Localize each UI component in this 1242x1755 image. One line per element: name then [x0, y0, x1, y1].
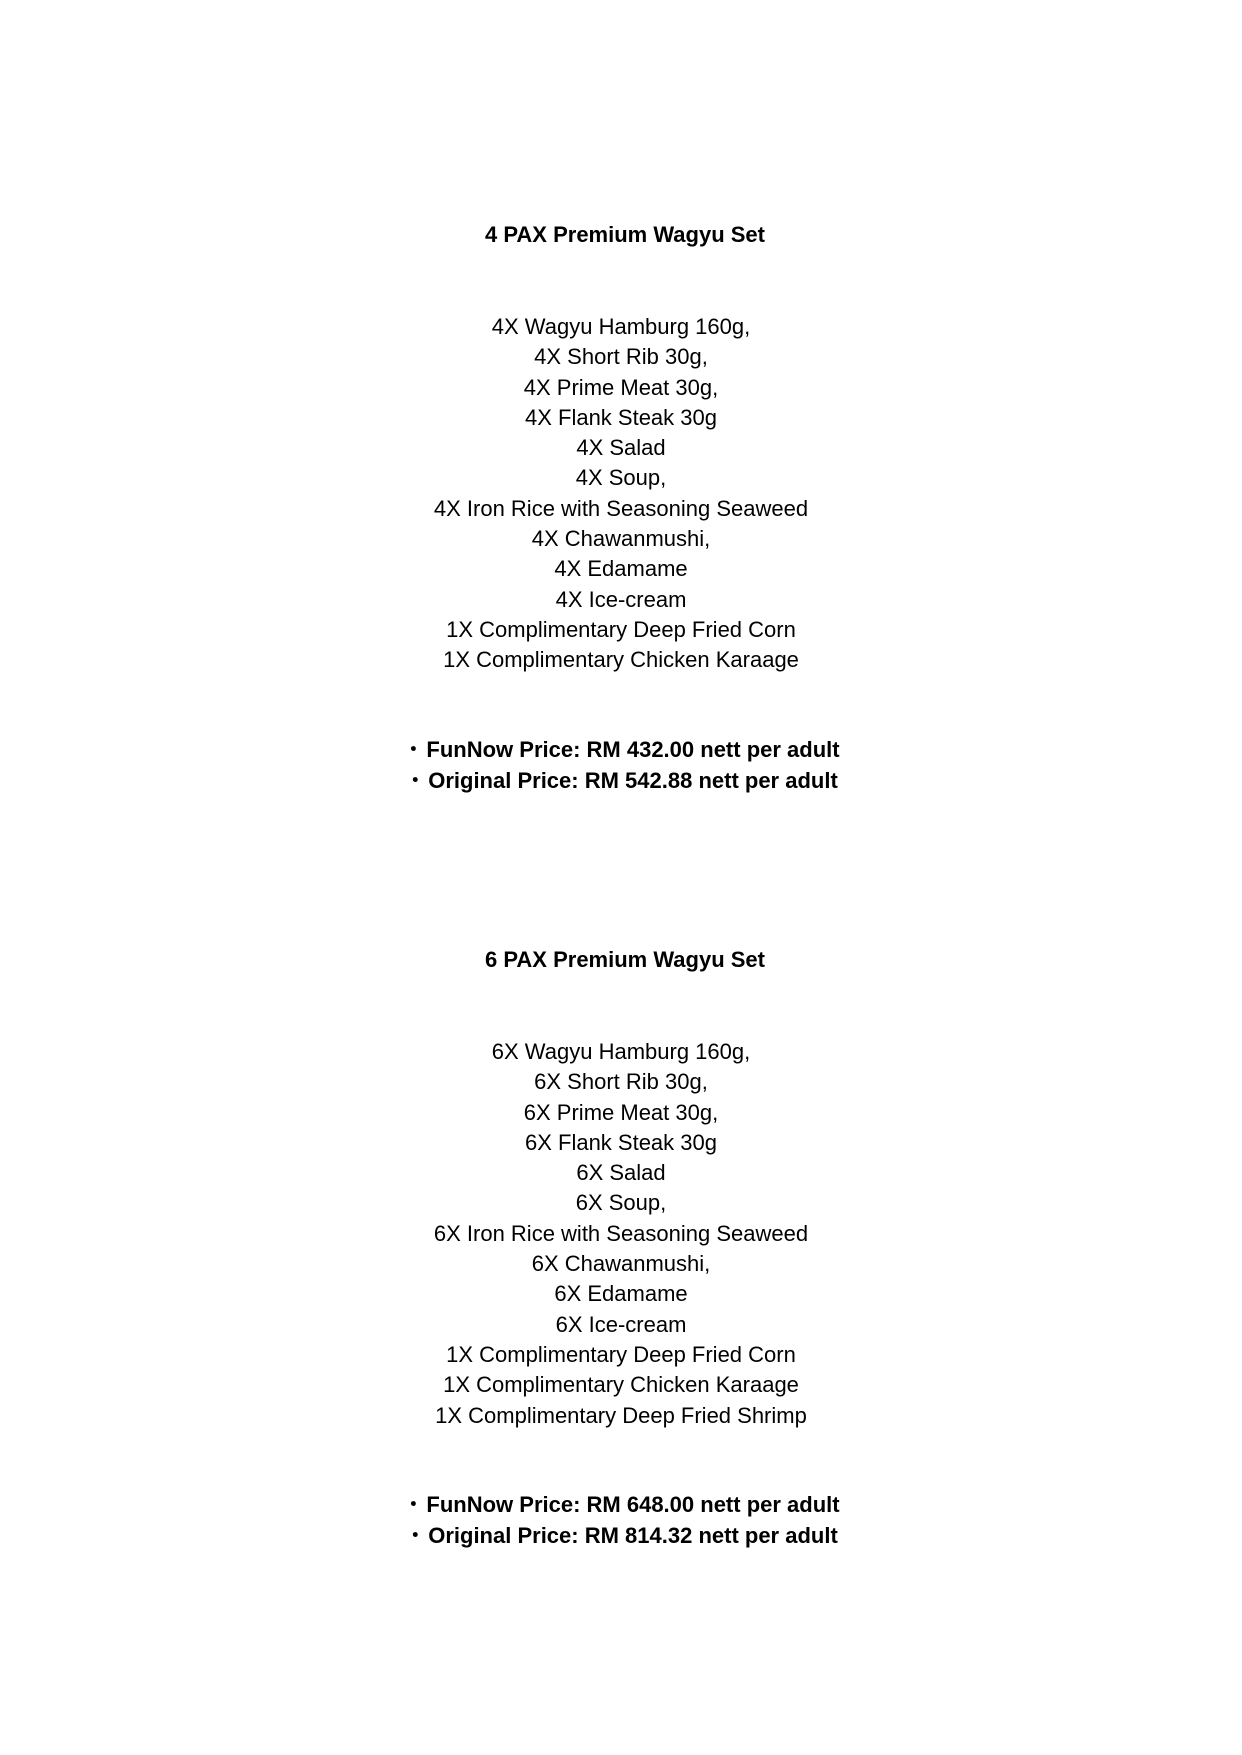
- set-items-list: [0, 1037, 1242, 1431]
- set-title: 4 PAX Premium Wagyu Set: [485, 222, 765, 247]
- original-price-text: Original Price: RM 542.88 nett per adult: [428, 767, 838, 793]
- funnow-price: [0, 1489, 1242, 1520]
- set-section-4-pax: [0, 220, 1242, 796]
- list-item: 6X Wagyu Hamburg 160g,: [491, 1039, 751, 1064]
- list-item: 6X Iron Rice with Seasoning Seaweed: [433, 1220, 809, 1246]
- price-list: [0, 1489, 1242, 1551]
- bullet-icon: ・: [402, 736, 425, 762]
- list-item: 1X Complimentary Chicken Karaage: [443, 1372, 799, 1398]
- funnow-price: [0, 734, 1242, 765]
- list-item: 4X Wagyu Hamburg 160g,: [491, 314, 751, 339]
- original-price: [0, 1520, 1242, 1551]
- list-item: 4X Chawanmushi,: [531, 526, 711, 552]
- list-item: 6X Edamame: [554, 1281, 688, 1307]
- price-list: [0, 734, 1242, 796]
- list-item: 4X Iron Rice with Seasoning Seaweed: [433, 495, 809, 521]
- funnow-price-text: FunNow Price: RM 648.00 nett per adult: [426, 1491, 840, 1517]
- list-item: 6X Salad: [576, 1160, 666, 1186]
- list-item: 6X Short Rib 30g,: [534, 1069, 708, 1095]
- list-item: 4X Salad: [576, 435, 666, 461]
- list-item: 6X Chawanmushi,: [531, 1251, 711, 1277]
- list-item: 4X Soup,: [575, 465, 667, 491]
- set-title: 6 PAX Premium Wagyu Set: [485, 947, 765, 972]
- list-item: 1X Complimentary Deep Fried Corn: [446, 616, 796, 642]
- list-item: 1X Complimentary Chicken Karaage: [443, 647, 799, 673]
- list-item: 4X Short Rib 30g,: [534, 344, 708, 370]
- bullet-icon: ・: [404, 1522, 427, 1548]
- funnow-price-text: FunNow Price: RM 432.00 nett per adult: [426, 736, 840, 762]
- list-item: 4X Edamame: [554, 556, 688, 582]
- list-item: 4X Prime Meat 30g,: [523, 374, 719, 400]
- set-section-6-pax: [0, 945, 1242, 1551]
- bullet-icon: ・: [404, 767, 427, 793]
- list-item: 1X Complimentary Deep Fried Shrimp: [435, 1402, 807, 1428]
- list-item: 4X Ice-cream: [555, 586, 687, 612]
- set-items-list: [0, 312, 1242, 676]
- bullet-icon: ・: [402, 1491, 425, 1517]
- list-item: 4X Flank Steak 30g: [524, 404, 717, 430]
- list-item: 6X Ice-cream: [555, 1311, 687, 1337]
- list-item: 6X Prime Meat 30g,: [523, 1099, 719, 1125]
- list-item: 6X Soup,: [575, 1190, 667, 1216]
- list-item: 1X Complimentary Deep Fried Corn: [446, 1341, 796, 1367]
- original-price-text: Original Price: RM 814.32 nett per adult: [428, 1522, 838, 1548]
- original-price: [0, 765, 1242, 796]
- list-item: 6X Flank Steak 30g: [524, 1129, 717, 1155]
